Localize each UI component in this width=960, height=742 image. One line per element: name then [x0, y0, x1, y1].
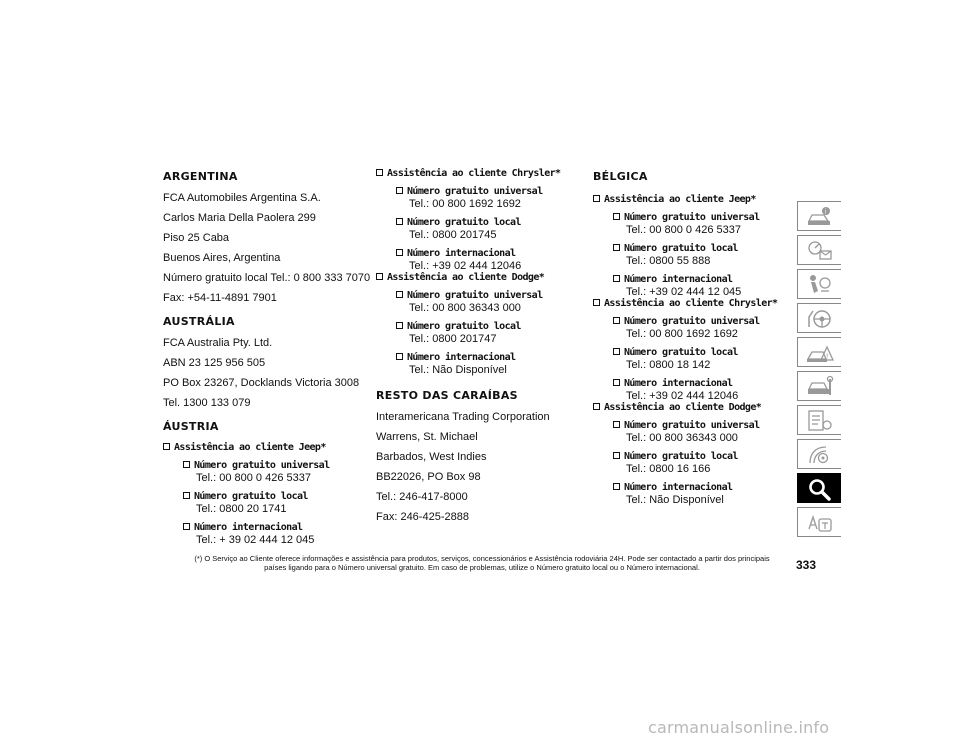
- checkbox-square-icon: [396, 249, 403, 256]
- group-chrysler: Assistência ao cliente Chrysler*: [593, 298, 793, 310]
- checkbox-square-icon: [396, 218, 403, 225]
- argentina-line: Buenos Aires, Argentina: [163, 252, 281, 264]
- chapter-tabs: [797, 201, 841, 541]
- tab-service[interactable]: [797, 371, 841, 401]
- austria-entry: Número gratuito local Tel.: 0800 20 1741: [183, 491, 363, 515]
- argentina-line: Número gratuito local Tel.: 0 800 333 7070: [163, 272, 371, 284]
- heading-austria: ÁUSTRIA: [163, 420, 219, 433]
- checkbox-square-icon: [183, 492, 190, 499]
- heading-argentina: ARGENTINA: [163, 170, 238, 183]
- australia-line: Tel. 1300 133 079: [163, 397, 251, 409]
- caribbean-line: Interamericana Trading Corporation: [376, 411, 550, 423]
- dashboard-warning-icon: [806, 239, 834, 263]
- group-jeep: Assistência ao cliente Jeep*: [593, 194, 793, 206]
- argentina-line: Piso 25 Caba: [163, 232, 230, 244]
- multimedia-icon: [806, 443, 834, 467]
- group-dodge: Assistência ao cliente Dodge*: [376, 272, 576, 284]
- checkbox-square-icon: [613, 317, 620, 324]
- caribbean-line: Fax: 246-425-2888: [376, 511, 469, 523]
- column-1: [163, 170, 371, 553]
- checkbox-square-icon: [613, 379, 620, 386]
- checkbox-square-icon: [613, 452, 620, 459]
- caribbean-line: Tel.: 246-417-8000: [376, 491, 468, 503]
- checkbox-square-icon: [183, 461, 190, 468]
- caribbean-line: BB22026, PO Box 98: [376, 471, 481, 483]
- car-info-icon: [806, 205, 834, 229]
- tab-starting-driving[interactable]: [797, 303, 841, 333]
- heading-belgium: BÉLGICA: [593, 170, 648, 183]
- tab-index-search[interactable]: [797, 473, 841, 503]
- heading-australia: AUSTRÁLIA: [163, 315, 235, 328]
- group-dodge: Assistência ao cliente Dodge*: [593, 402, 793, 414]
- tab-emergency[interactable]: [797, 337, 841, 367]
- australia-line: PO Box 23267, Docklands Victoria 3008: [163, 377, 360, 389]
- checkbox-square-icon: [593, 403, 600, 410]
- austria-entry: Número internacional Tel.: + 39 02 444 12 045: [183, 522, 363, 546]
- tab-technical[interactable]: [797, 405, 841, 435]
- argentina-line: FCA Automobiles Argentina S.A.: [163, 192, 321, 204]
- chrysler-entry: Número gratuito local Tel.: 0800 18 142: [613, 347, 793, 371]
- watermark-text: carmanualsonline.info: [648, 718, 830, 737]
- tab-car-info[interactable]: [797, 201, 841, 231]
- argentina-line: Fax: +54-11-4891 7901: [163, 292, 277, 304]
- dodge-entry: Número internacional Tel.: Não Disponível: [613, 482, 793, 506]
- group-chrysler: Assistência ao cliente Chrysler*: [376, 168, 576, 180]
- dodge-entry: Número gratuito local Tel.: 0800 16 166: [613, 451, 793, 475]
- column-3: [593, 170, 793, 513]
- dodge-entry: Número gratuito local Tel.: 0800 201747: [396, 321, 576, 345]
- page-number: 333: [796, 558, 817, 572]
- checkbox-square-icon: [396, 187, 403, 194]
- dodge-entry: Número gratuito universal Tel.: 00 800 36343 000: [613, 420, 793, 444]
- svg-text:!: !: [825, 352, 829, 361]
- tab-dashboard[interactable]: [797, 235, 841, 265]
- heading-caribbean: RESTO DAS CARAÍBAS: [376, 389, 518, 402]
- australia-line: ABN 23 125 956 505: [163, 357, 266, 369]
- emergency-triangle-icon: [806, 341, 834, 365]
- checkbox-square-icon: [613, 348, 620, 355]
- service-car-icon: [806, 375, 834, 399]
- language-icon: [806, 511, 834, 535]
- technical-data-icon: [806, 409, 834, 433]
- australia-line: FCA Australia Pty. Ltd.: [163, 337, 273, 349]
- safety-airbag-icon: [806, 273, 834, 297]
- tab-multimedia[interactable]: [797, 439, 841, 469]
- caribbean-line: Barbados, West Indies: [376, 451, 487, 463]
- tab-language[interactable]: [797, 507, 841, 537]
- steering-wheel-icon: [806, 307, 834, 331]
- checkbox-square-icon: [396, 353, 403, 360]
- svg-text:i: i: [824, 208, 827, 216]
- jeep-entry: Número gratuito universal Tel.: 00 800 0 426 5337: [613, 212, 793, 236]
- checkbox-square-icon: [613, 421, 620, 428]
- checkbox-square-icon: [376, 273, 383, 280]
- jeep-entry: Número internacional Tel.: +39 02 444 12 045: [613, 274, 793, 298]
- footnote-line: (*) O Serviço ao Cliente oferece informações e assistência para produtos, serviços, concessionários e Assistência rodoviária 24H. Pode ser contactado a partir dos principais: [194, 554, 770, 563]
- checkbox-square-icon: [613, 483, 620, 490]
- chrysler-entry: Número gratuito universal Tel.: 00 800 1692 1692: [613, 316, 793, 340]
- austria-entry: Número gratuito universal Tel.: 00 800 0 426 5337: [183, 460, 363, 484]
- dodge-entry: Número internacional Tel.: Não Disponível: [396, 352, 576, 376]
- caribbean-line: Warrens, St. Michael: [376, 431, 478, 443]
- checkbox-square-icon: [183, 523, 190, 530]
- checkbox-square-icon: [593, 195, 600, 202]
- checkbox-square-icon: [396, 291, 403, 298]
- tab-safety[interactable]: [797, 269, 841, 299]
- search-icon: [806, 477, 834, 501]
- dodge-entry: Número gratuito universal Tel.: 00 800 36343 000: [396, 290, 576, 314]
- chrysler-entry: Número internacional Tel.: +39 02 444 12046: [613, 378, 793, 402]
- column-2: [376, 168, 576, 531]
- chrysler-entry: Número gratuito universal Tel.: 00 800 1692 1692: [396, 186, 576, 210]
- checkbox-square-icon: [376, 169, 383, 176]
- argentina-line: Carlos Maria Della Paolera 299: [163, 212, 316, 224]
- footnote-line: países ligando para o Número universal gratuito. Em caso de problemas, utilize o Número gratuito local ou o Número internacional.: [264, 563, 700, 572]
- checkbox-square-icon: [613, 244, 620, 251]
- checkbox-square-icon: [613, 275, 620, 282]
- checkbox-square-icon: [593, 299, 600, 306]
- jeep-entry: Número gratuito local Tel.: 0800 55 888: [613, 243, 793, 267]
- chrysler-entry: Número internacional Tel.: +39 02 444 12046: [396, 248, 576, 272]
- austria-group-jeep: Assistência ao cliente Jeep*: [163, 442, 363, 454]
- footnote: [172, 554, 792, 572]
- checkbox-square-icon: [396, 322, 403, 329]
- checkbox-square-icon: [613, 213, 620, 220]
- checkbox-square-icon: [163, 443, 170, 450]
- chrysler-entry: Número gratuito local Tel.: 0800 201745: [396, 217, 576, 241]
